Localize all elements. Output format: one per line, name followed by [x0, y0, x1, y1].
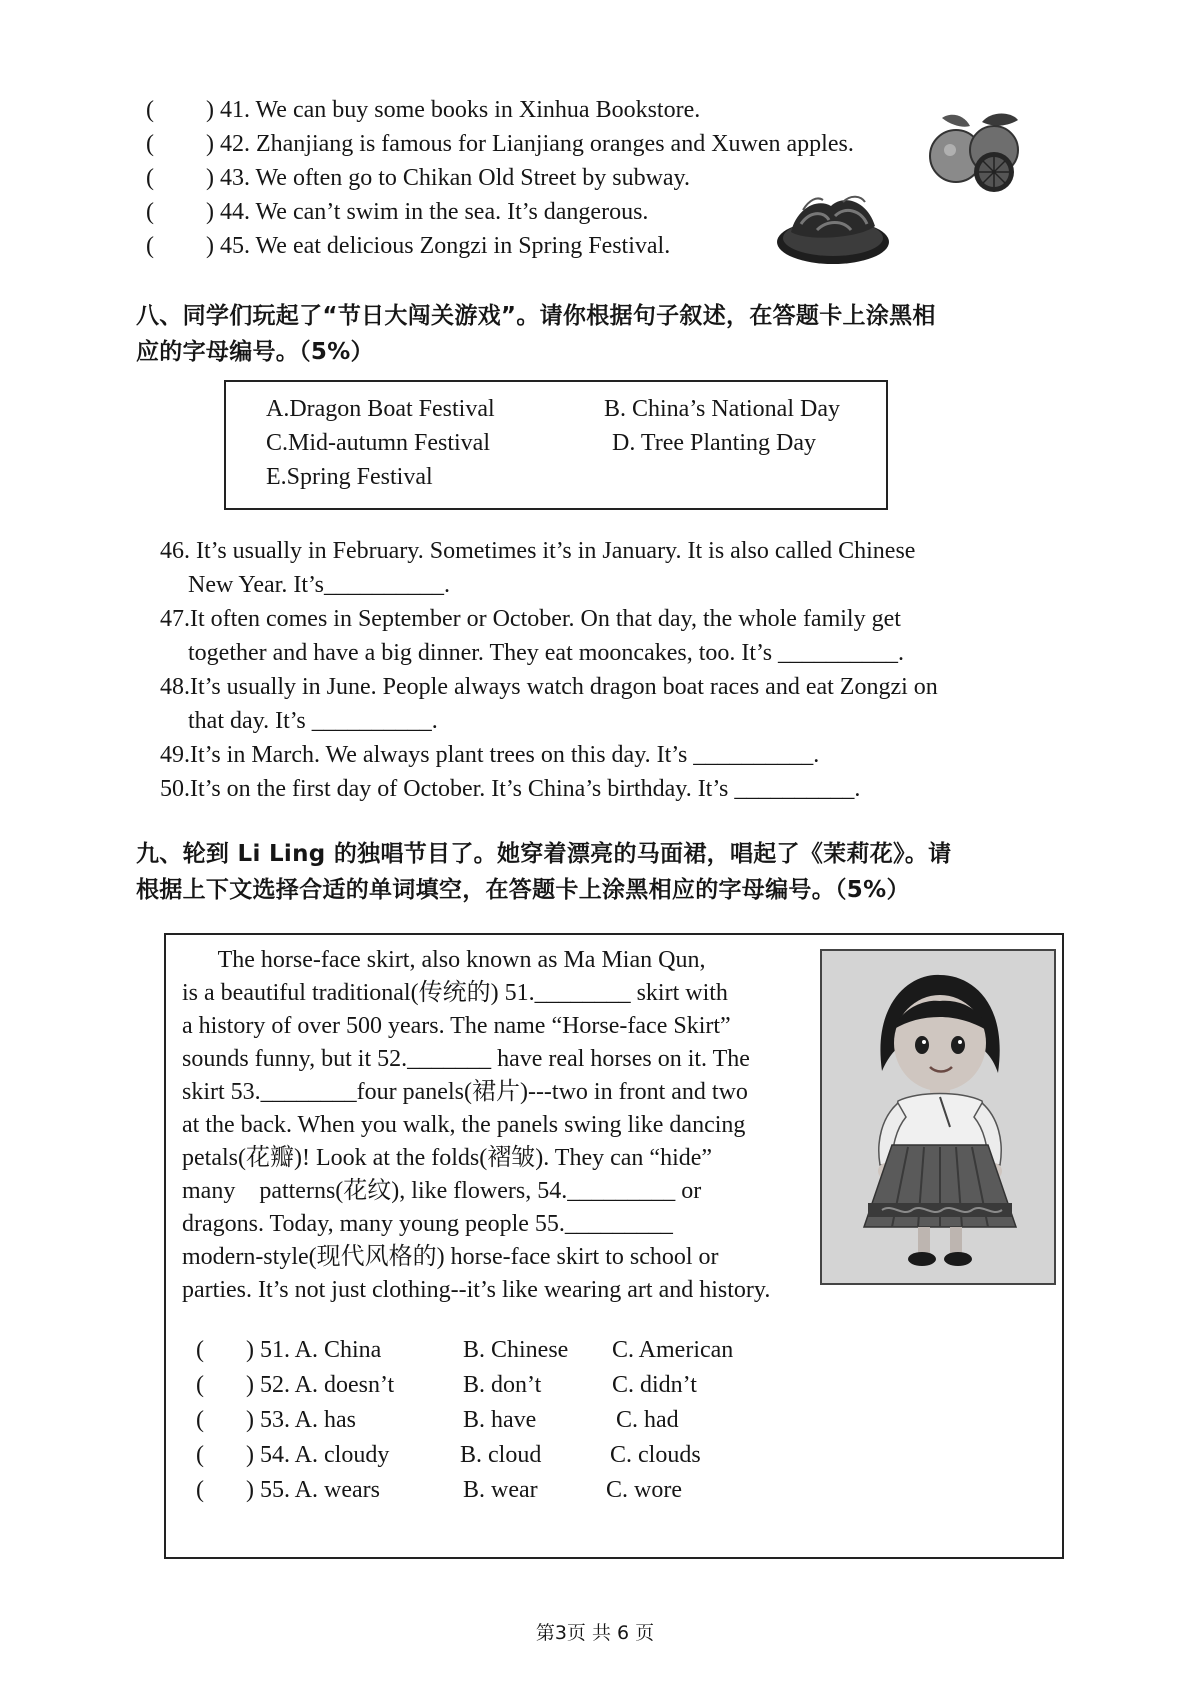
- mcq-option-b: B. have: [463, 1407, 537, 1433]
- mcq-option-c: C. had: [616, 1407, 679, 1433]
- food-plate-image: [773, 180, 893, 270]
- mcq-option-c: C. wore: [606, 1477, 682, 1503]
- mcq-option-b: B. don’t: [463, 1372, 542, 1398]
- answer-paren[interactable]: (: [146, 97, 154, 123]
- mcq-option-c: C. clouds: [610, 1442, 701, 1468]
- question-46-cont: New Year. It’s__________.: [188, 572, 450, 598]
- tf-text: ) 42. Zhanjiang is famous for Lianjiang oranges and Xuwen apples.: [206, 131, 854, 157]
- mcq-option-a: ) 51. A. China: [246, 1337, 382, 1363]
- tf-text: ) 45. We eat delicious Zongzi in Spring Festival.: [206, 233, 671, 259]
- answer-paren[interactable]: (: [196, 1407, 204, 1433]
- section-9-heading: [136, 836, 1036, 908]
- passage-line: modern-style(现代风格的) horse-face skirt to school or: [182, 1244, 719, 1270]
- question-47-cont: together and have a big dinner. They eat mooncakes, too. It’s __________.: [188, 640, 905, 666]
- tf-text: ) 44. We can’t swim in the sea. It’s dangerous.: [206, 199, 649, 225]
- question-46: 46. It’s usually in February. Sometimes it’s in January. It is also called Chinese: [160, 538, 916, 564]
- cloze-passage-box: [164, 933, 1064, 1559]
- answer-paren[interactable]: (: [196, 1372, 204, 1398]
- page-number-footer: 第3页 共 6 页: [535, 1622, 655, 1644]
- passage-line: sounds funny, but it 52._______ have real horses on it. The: [182, 1046, 750, 1072]
- answer-paren[interactable]: (: [146, 165, 154, 191]
- answer-paren[interactable]: (: [146, 131, 154, 157]
- question-50: 50.It’s on the first day of October. It’s China’s birthday. It’s __________.: [160, 776, 861, 802]
- girl-horse-face-skirt-image: [820, 949, 1056, 1285]
- mcq-54: [196, 1440, 896, 1470]
- heading-line: 八、同学们玩起了“节日大闯关游戏”。请你根据句子叙述，在答题卡上涂黑相: [136, 303, 936, 329]
- question-47: 47.It often comes in September or October. On that day, the whole family get: [160, 606, 901, 632]
- passage-line: skirt 53.________four panels(裙片)---two in front and two: [182, 1079, 748, 1105]
- festival-options-box: [224, 380, 888, 510]
- option-e: E.Spring Festival: [266, 464, 433, 490]
- section-8-heading: [136, 298, 1036, 370]
- passage-line: The horse-face skirt, also known as Ma Mian Qun,: [182, 947, 706, 973]
- passage-line: dragons. Today, many young people 55._________: [182, 1211, 673, 1237]
- mcq-55: [196, 1475, 896, 1505]
- passage-line: petals(花瓣)! Look at the folds(褶皱). They can “hide”: [182, 1145, 713, 1171]
- passage-line: a history of over 500 years. The name “Horse-face Skirt”: [182, 1013, 731, 1039]
- passage-line: many patterns(花纹), like flowers, 54._________ or: [182, 1178, 702, 1204]
- heading-line: 应的字母编号。（5%）: [136, 339, 374, 365]
- answer-paren[interactable]: (: [146, 199, 154, 225]
- option-d: D. Tree Planting Day: [612, 430, 816, 456]
- oranges-image: [920, 108, 1030, 198]
- option-b: B. China’s National Day: [604, 396, 840, 422]
- mcq-52: [196, 1370, 896, 1400]
- heading-line: 九、轮到 Li Ling 的独唱节目了。她穿着漂亮的马面裙，唱起了《茉莉花》。请: [136, 841, 952, 867]
- mcq-option-b: B. cloud: [460, 1442, 542, 1468]
- mcq-53: [196, 1405, 896, 1435]
- question-48: 48.It’s usually in June. People always watch dragon boat races and eat Zongzi on: [160, 674, 938, 700]
- tf-text: ) 41. We can buy some books in Xinhua Bookstore.: [206, 97, 701, 123]
- mcq-option-b: B. Chinese: [463, 1337, 569, 1363]
- answer-paren[interactable]: (: [196, 1477, 204, 1503]
- mcq-option-a: ) 52. A. doesn’t: [246, 1372, 395, 1398]
- mcq-option-a: ) 55. A. wears: [246, 1477, 380, 1503]
- mcq-option-c: C. American: [612, 1337, 734, 1363]
- mcq-option-a: ) 53. A. has: [246, 1407, 356, 1433]
- answer-paren[interactable]: (: [146, 233, 154, 259]
- heading-line: 根据上下文选择合适的单词填空，在答题卡上涂黑相应的字母编号。（5%）: [136, 877, 910, 903]
- option-a: A.Dragon Boat Festival: [266, 396, 495, 422]
- passage-line: parties. It’s not just clothing--it’s like wearing art and history.: [182, 1277, 771, 1303]
- mcq-51: [196, 1335, 896, 1365]
- passage-line: at the back. When you walk, the panels swing like dancing: [182, 1112, 746, 1138]
- answer-paren[interactable]: (: [196, 1442, 204, 1468]
- option-c: C.Mid-autumn Festival: [266, 430, 490, 456]
- tf-text: ) 43. We often go to Chikan Old Street by subway.: [206, 165, 690, 191]
- mcq-option-a: ) 54. A. cloudy: [246, 1442, 390, 1468]
- question-48-cont: that day. It’s __________.: [188, 708, 438, 734]
- mcq-option-c: C. didn’t: [612, 1372, 697, 1398]
- passage-line: is a beautiful traditional(传统的) 51.________ skirt with: [182, 980, 728, 1006]
- answer-paren[interactable]: (: [196, 1337, 204, 1363]
- mcq-option-b: B. wear: [463, 1477, 538, 1503]
- question-49: 49.It’s in March. We always plant trees on this day. It’s __________.: [160, 742, 820, 768]
